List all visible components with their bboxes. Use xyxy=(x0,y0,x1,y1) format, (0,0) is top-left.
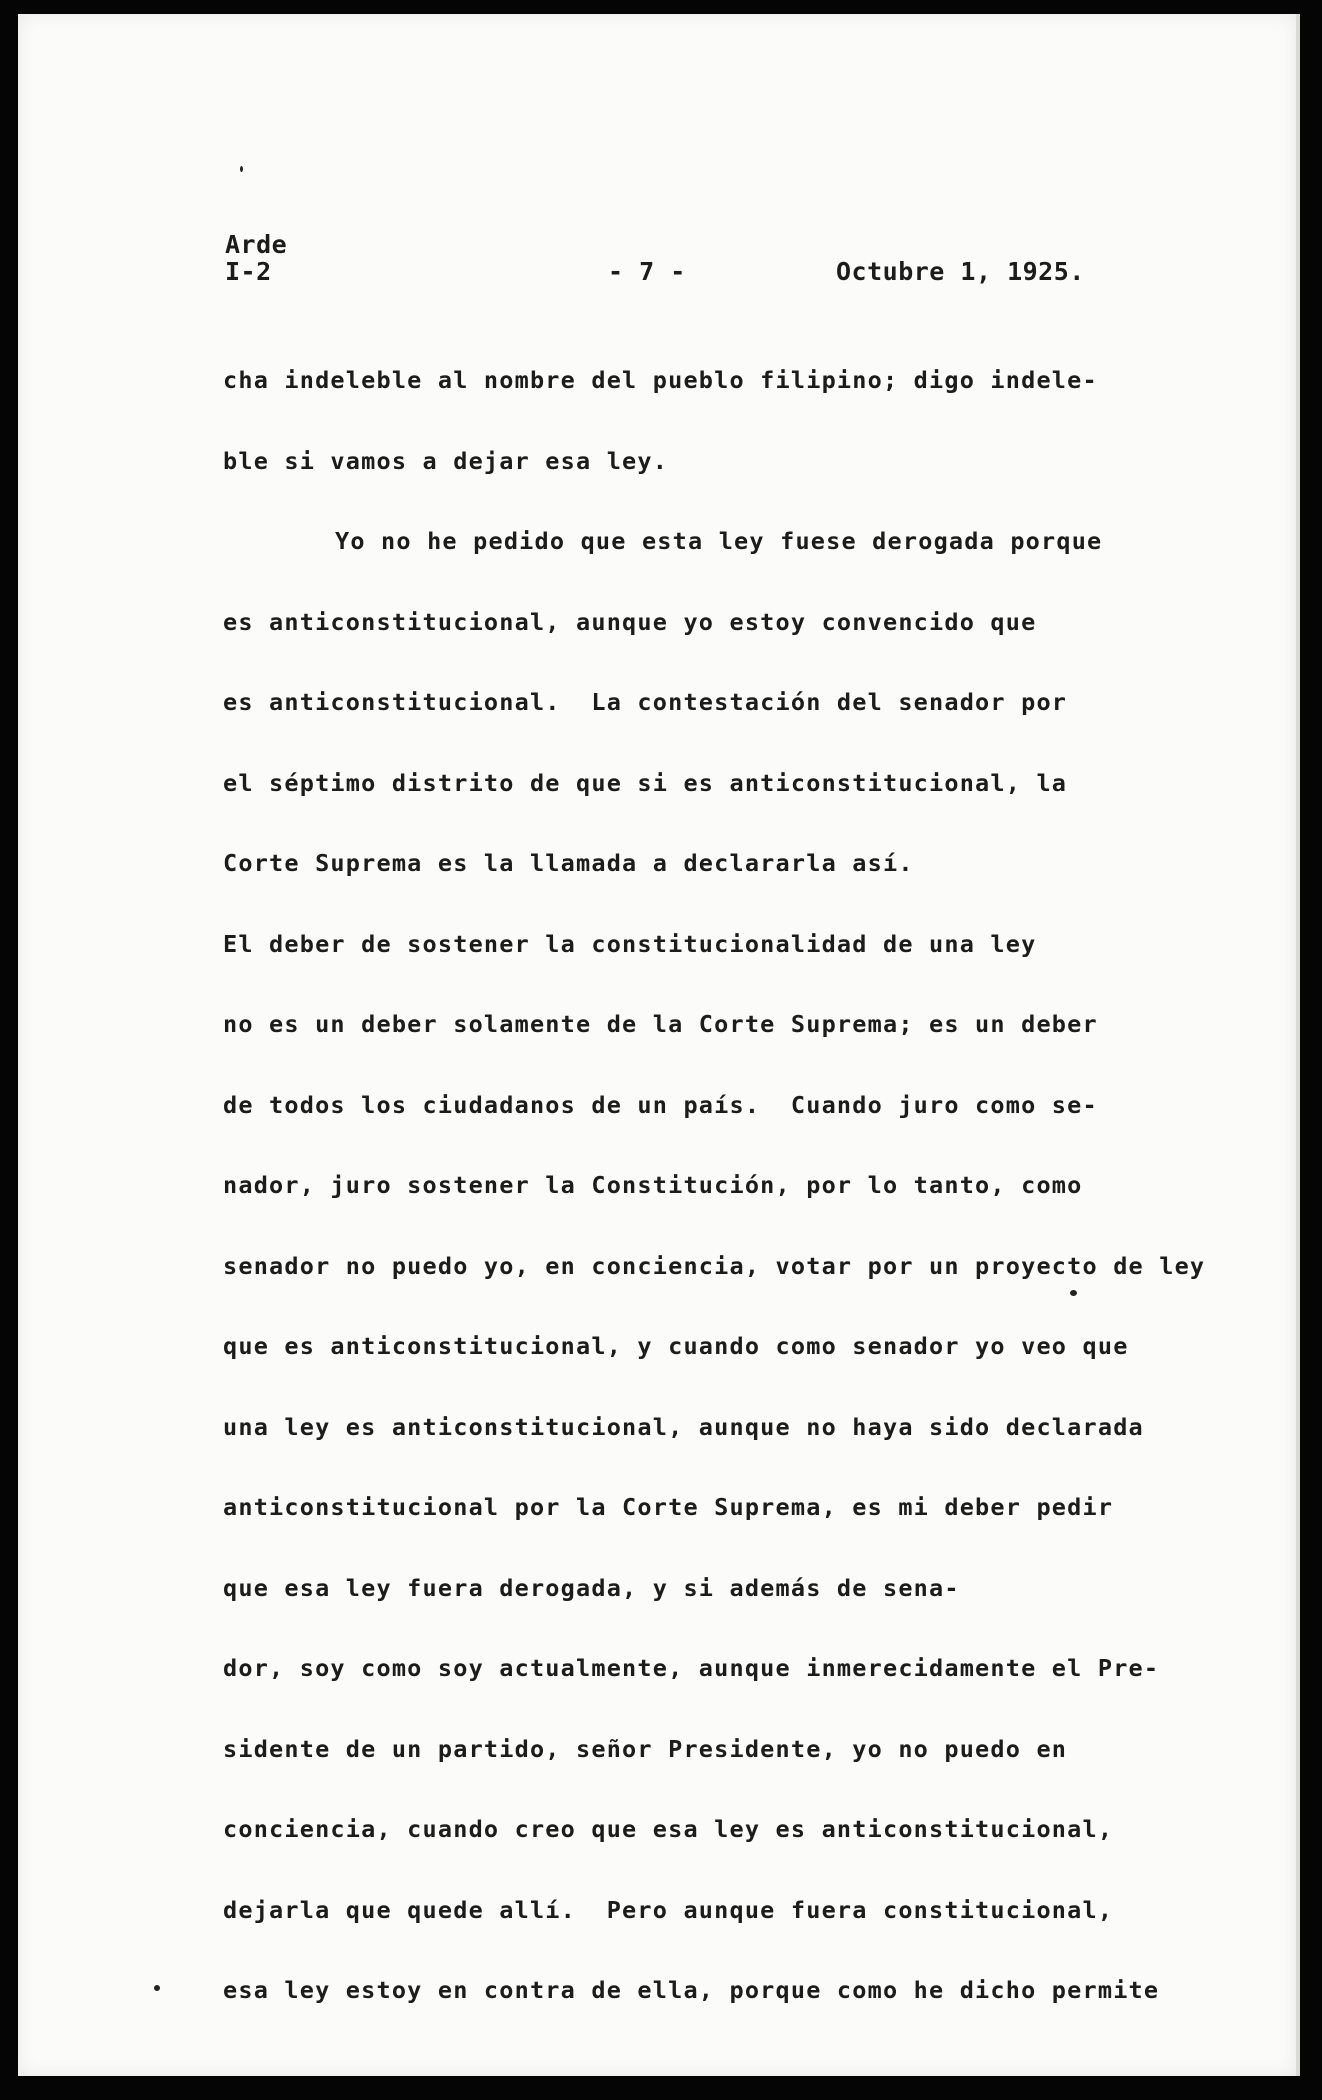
text-line: Corte Suprema es la llamada a declararla así. xyxy=(223,849,914,877)
text-line: dor, soy como soy actualmente, aunque inmerecidamente el Pre- xyxy=(223,1654,1160,1682)
text-line: sidente de un partido, señor Presidente, yo no puedo en xyxy=(223,1734,1068,1763)
text-line: cha indeleble al nombre del pueblo filipino; digo indele- xyxy=(223,366,1098,394)
text-line: El deber de sostener la constitucionalidad de una ley xyxy=(223,929,1037,958)
text-line: conciencia, cuando creo que esa ley es anticonstitucional, xyxy=(223,1815,1114,1843)
text-line: el séptimo distrito de que si es anticonstitucional, la xyxy=(223,768,1068,797)
text-line: Yo no he pedido que esta ley fuese derogada porque xyxy=(335,527,1103,555)
text-line: es anticonstitucional, aunque yo estoy convencido que xyxy=(223,607,1037,636)
text-line: que es anticonstitucional, y cuando como senador yo veo que xyxy=(223,1332,1129,1360)
scan-speck xyxy=(154,1985,160,1991)
header-reference xyxy=(225,231,287,285)
text-line: ble si vamos a dejar esa ley. xyxy=(223,446,669,475)
header-reference-line-1: Arde xyxy=(225,230,288,259)
text-line: senador no puedo yo, en conciencia, votar por un proyecto de ley xyxy=(223,1251,1206,1280)
text-line: una ley es anticonstitucional, aunque no haya sido declarada xyxy=(223,1412,1144,1441)
text-line: nador, juro sostener la Constitución, por lo tanto, como xyxy=(223,1171,1083,1199)
page-number: - 7 - xyxy=(608,257,686,286)
text-line: de todos los ciudadanos de un país. Cuando juro como se- xyxy=(223,1090,1098,1119)
scan-speck xyxy=(240,166,243,172)
text-line: dejarla que quede allí. Pero aunque fuera constitucional, xyxy=(223,1895,1114,1924)
text-line: es anticonstitucional. La contestación del senador por xyxy=(223,688,1068,716)
scan-speck xyxy=(1070,1290,1077,1296)
body-text xyxy=(223,367,1233,2058)
document-date: Octubre 1, 1925. xyxy=(836,257,1085,286)
document-page xyxy=(18,14,1300,2076)
text-line: anticonstitucional por la Corte Suprema, es mi deber pedir xyxy=(223,1493,1114,1521)
text-line: que esa ley fuera derogada, y si además de sena- xyxy=(223,1573,960,1602)
header-reference-line-2: I-2 xyxy=(225,257,272,286)
text-line: no es un deber solamente de la Corte Suprema; es un deber xyxy=(223,1010,1098,1038)
text-line: esa ley estoy en contra de ella, porque como he dicho permite xyxy=(223,1976,1160,2004)
